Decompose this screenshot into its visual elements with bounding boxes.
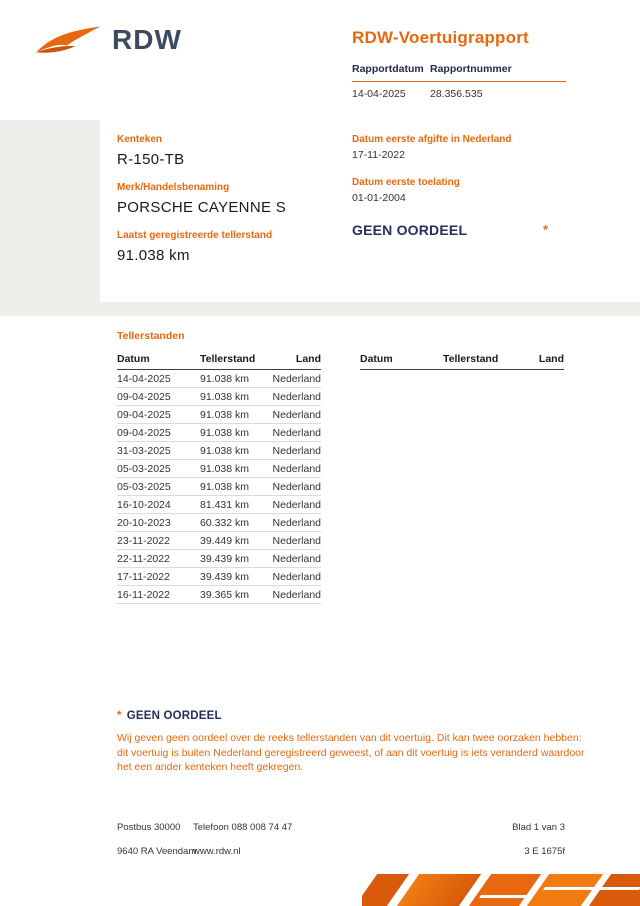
report-meta-values: [352, 82, 566, 100]
footnote-title-text: GEEN OORDEEL: [126, 710, 222, 722]
col-header-datum: Datum: [360, 350, 443, 370]
eerste-toelating-label: Datum eerste toelating: [352, 177, 460, 188]
table-row: [117, 496, 321, 514]
cell-land: Nederland: [272, 550, 321, 568]
report-date-value: 14-04-2025: [352, 88, 406, 100]
table-row: [117, 586, 321, 604]
col-header-datum: Datum: [117, 350, 200, 370]
footer-website-link[interactable]: www.rdw.nl: [193, 846, 241, 857]
table-row: [117, 514, 321, 532]
eerste-toelating-value: 01-01-2004: [352, 192, 406, 204]
cell-land: Nederland: [272, 460, 321, 478]
col-header-tellerstand: Tellerstand: [443, 350, 515, 370]
table-row: [117, 424, 321, 442]
col-header-tellerstand: Tellerstand: [200, 350, 272, 370]
footnote-asterisk: *: [117, 710, 122, 722]
cell-datum: 09-04-2025: [117, 406, 200, 424]
cell-land: Nederland: [272, 532, 321, 550]
cell-land: Nederland: [272, 514, 321, 532]
eerste-afgifte-value: 17-11-2022: [352, 149, 405, 161]
cell-datum: 16-10-2024: [117, 496, 200, 514]
cell-tellerstand: 39.439 km: [200, 568, 272, 586]
table-row: [117, 568, 321, 586]
cell-datum: 31-03-2025: [117, 442, 200, 460]
kenteken-label: Kenteken: [117, 134, 163, 145]
report-date-label: Rapportdatum: [352, 63, 424, 75]
tellerstanden-card: [100, 316, 640, 616]
cell-tellerstand: 81.431 km: [200, 496, 272, 514]
merk-label: Merk/Handelsbenaming: [117, 181, 230, 193]
footer-doc-code: 3 E 1675f: [524, 846, 565, 857]
rdw-logo-icon: [34, 22, 102, 62]
report-number-value: 28.356.535: [430, 88, 483, 100]
footnote-text: Wij geven geen oordeel over de reeks tellerstanden van dit voertuig. Dit kan twee oorzaken hebben: dit voertuig is buiten Nederland geregistreerd geweest, of aan dit voertuig is iets veranderd waardoor het een ander kenteken heeft gekregen.: [117, 732, 585, 774]
cell-datum: 22-11-2022: [117, 550, 200, 568]
vehicle-summary-card: [100, 120, 640, 302]
table-header-row: [117, 350, 321, 370]
eerste-afgifte-label: Datum eerste afgifte in Nederland: [352, 134, 512, 145]
decoration-gap: [543, 887, 640, 890]
cell-land: Nederland: [272, 478, 321, 496]
merk-value: PORSCHE CAYENNE S: [117, 198, 287, 216]
tellerstanden-table-body: [117, 370, 321, 604]
cell-tellerstand: 91.038 km: [200, 442, 272, 460]
footer-address-line2: 9640 RA Veendam: [117, 846, 197, 857]
cell-tellerstand: 39.439 km: [200, 550, 272, 568]
footer-page-number: Blad 1 van 3: [512, 822, 565, 833]
table-header-row: [360, 350, 564, 370]
footer-page-column: [512, 822, 565, 870]
cell-datum: 05-03-2025: [117, 460, 200, 478]
table-row: [117, 388, 321, 406]
cell-datum: 16-11-2022: [117, 586, 200, 604]
footer-contact-column: [193, 822, 292, 870]
cell-land: Nederland: [272, 568, 321, 586]
footnote-section: [117, 710, 587, 775]
cell-tellerstand: 39.365 km: [200, 586, 272, 604]
col-header-land: Land: [515, 350, 564, 370]
cell-tellerstand: 91.038 km: [200, 460, 272, 478]
table-row: [117, 532, 321, 550]
report-meta: [352, 28, 566, 100]
table-row: [117, 478, 321, 496]
oordeel-row: [352, 222, 548, 238]
report-title: RDW-Voertuigrapport: [352, 28, 529, 47]
cell-land: Nederland: [272, 496, 321, 514]
cell-land: Nederland: [272, 424, 321, 442]
cell-datum: 05-03-2025: [117, 478, 200, 496]
tellerstanden-table: [117, 350, 321, 604]
cell-datum: 14-04-2025: [117, 370, 200, 388]
page-footer: [117, 822, 565, 882]
cell-tellerstand: 91.038 km: [200, 478, 272, 496]
tellerstanden-title: Tellerstanden: [117, 330, 185, 342]
cell-tellerstand: 91.038 km: [200, 424, 272, 442]
laatste-tellerstand-label: Laatst geregistreerde tellerstand: [117, 229, 273, 241]
footer-address-column: [117, 822, 196, 870]
cell-land: Nederland: [272, 388, 321, 406]
footnote-title: [117, 710, 587, 722]
cell-land: Nederland: [272, 586, 321, 604]
cell-datum: 17-11-2022: [117, 568, 200, 586]
col-header-land: Land: [272, 350, 321, 370]
table-row: [117, 406, 321, 424]
cell-land: Nederland: [272, 370, 321, 388]
footer-phone: Telefoon 088 008 74 47: [193, 822, 293, 833]
oordeel-text: GEEN OORDEEL: [352, 222, 468, 238]
kenteken-value: R-150-TB: [117, 151, 185, 168]
footer-decoration: [362, 874, 640, 906]
table-row: [117, 442, 321, 460]
vehicle-summary-right-column: [352, 134, 548, 238]
cell-datum: 09-04-2025: [117, 424, 200, 442]
cell-tellerstand: 39.449 km: [200, 532, 272, 550]
cell-datum: 20-10-2023: [117, 514, 200, 532]
vehicle-summary-left-column: [117, 134, 297, 277]
cell-datum: 09-04-2025: [117, 388, 200, 406]
cell-tellerstand: 60.332 km: [200, 514, 272, 532]
decoration-stripe: [397, 874, 481, 906]
cell-land: Nederland: [272, 406, 321, 424]
report-number-label: Rapportnummer: [430, 63, 512, 75]
cell-tellerstand: 91.038 km: [200, 370, 272, 388]
cell-tellerstand: 91.038 km: [200, 406, 272, 424]
cell-datum: 23-11-2022: [117, 532, 200, 550]
footer-address-line1: Postbus 30000: [117, 822, 181, 833]
table-row: [117, 370, 321, 388]
cell-tellerstand: 91.038 km: [200, 388, 272, 406]
table-row: [117, 460, 321, 478]
rdw-logo-text: RDW: [112, 24, 182, 55]
table-row: [117, 550, 321, 568]
decoration-gap: [479, 895, 533, 898]
oordeel-asterisk: *: [542, 222, 548, 237]
report-meta-labels: [352, 63, 566, 82]
tellerstanden-table-secondary: [360, 350, 564, 370]
cell-land: Nederland: [272, 442, 321, 460]
laatste-tellerstand-value: 91.038 km: [117, 246, 190, 264]
